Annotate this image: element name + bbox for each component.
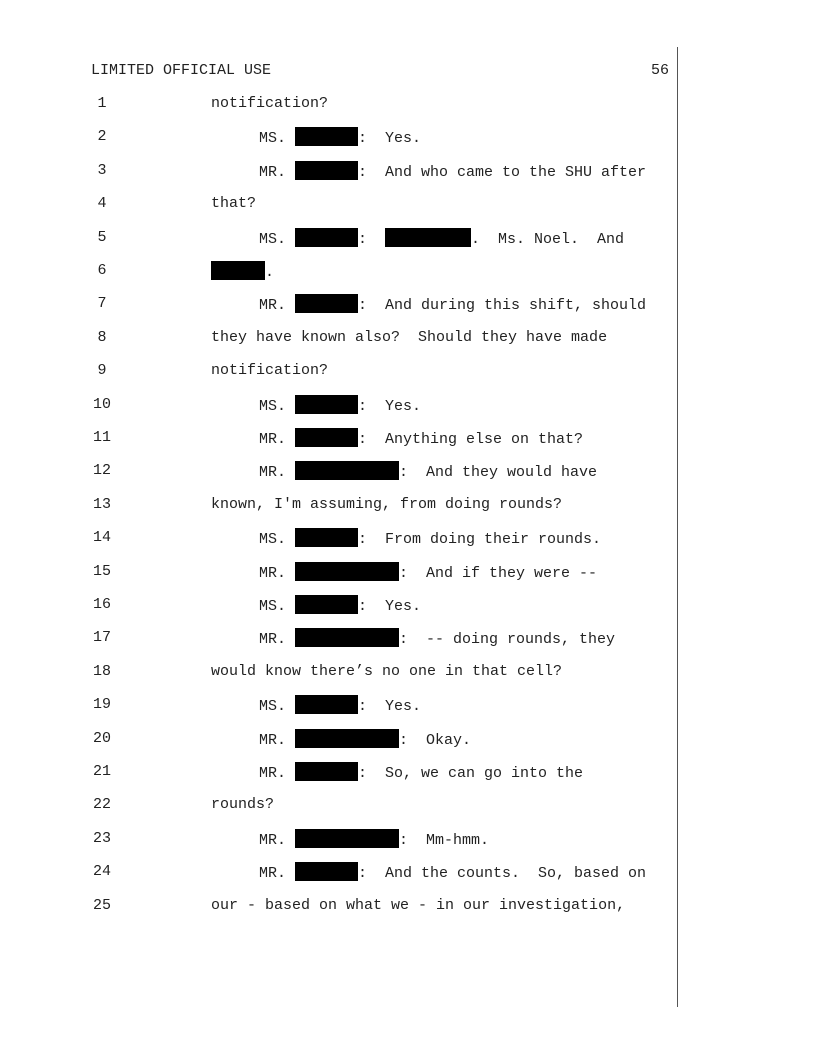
line-text	[259, 762, 583, 784]
line-number: 9	[97, 362, 107, 380]
redaction-box	[295, 294, 358, 313]
line-text	[211, 194, 256, 214]
line-number: 10	[92, 395, 111, 413]
line-text-segment: : From doing their rounds.	[358, 531, 602, 549]
line-number: 14	[92, 529, 111, 547]
line-text-segment: would know there’s no one in that cell?	[211, 662, 563, 680]
line-text-segment: they have known also? Should they have made	[211, 328, 608, 346]
line-number: 13	[92, 495, 111, 513]
line-text-segment: : And during this shift, should	[358, 297, 647, 315]
line-text-segment: MR.	[259, 865, 296, 883]
line-number: 5	[97, 228, 107, 246]
transcript-line	[0, 896, 816, 916]
line-text	[211, 662, 562, 682]
line-text-segment: notification?	[211, 362, 329, 380]
redaction-box	[295, 428, 358, 447]
redaction-box	[295, 127, 358, 146]
redaction-box	[295, 628, 399, 647]
line-text	[259, 461, 597, 483]
transcript-line	[0, 528, 816, 548]
transcript-line	[0, 127, 816, 147]
line-text-segment: : And if they were --	[399, 564, 598, 582]
transcript-line	[0, 261, 816, 281]
line-text-segment: rounds?	[211, 796, 275, 814]
line-text-segment: MS.	[259, 230, 296, 248]
transcript-line	[0, 161, 816, 181]
line-text-segment: MR.	[259, 765, 296, 782]
line-text-segment: : -- doing rounds, they	[399, 631, 616, 649]
line-text	[211, 261, 274, 283]
line-text-segment: .	[265, 264, 275, 281]
transcript-line	[0, 795, 816, 815]
page-header	[91, 61, 669, 81]
line-number: 21	[92, 763, 111, 780]
transcript-line	[0, 228, 816, 248]
line-text	[259, 395, 421, 417]
redaction-box	[295, 562, 399, 581]
transcript-line	[0, 862, 816, 882]
line-text-segment: : So, we can go into the	[358, 765, 584, 782]
line-text	[211, 495, 562, 515]
transcript-line	[0, 662, 816, 682]
redaction-box	[295, 729, 399, 748]
line-text-segment: : Yes.	[358, 130, 422, 148]
line-text	[259, 294, 646, 316]
transcript-line	[0, 395, 816, 415]
redaction-box	[295, 161, 358, 180]
transcript-line	[0, 361, 816, 381]
line-text-segment: that?	[211, 195, 257, 213]
line-text-segment: : And the counts. So, based on	[358, 865, 647, 883]
redaction-box	[211, 261, 265, 280]
line-text-segment: MR.	[259, 163, 296, 181]
classification-marking: LIMITED OFFICIAL USE	[91, 62, 272, 79]
line-text-segment: MS.	[259, 698, 296, 716]
line-number: 18	[92, 662, 111, 680]
line-text	[211, 795, 274, 815]
line-text-segment: notification?	[211, 95, 329, 112]
line-text-segment: MR.	[259, 731, 296, 749]
line-text-segment: : Mm-hmm.	[399, 831, 490, 849]
line-number: 25	[92, 896, 111, 914]
line-text	[259, 695, 421, 717]
transcript-line	[0, 729, 816, 749]
line-number: 24	[92, 863, 111, 881]
transcript-line	[0, 495, 816, 515]
line-number: 6	[97, 262, 107, 279]
line-number: 4	[97, 195, 107, 213]
line-number: 20	[92, 729, 111, 747]
line-number: 16	[92, 596, 111, 613]
line-number: 7	[97, 295, 107, 313]
line-text-segment: :	[358, 230, 386, 248]
line-text	[259, 127, 421, 149]
line-text	[259, 161, 646, 183]
line-text-segment: MR.	[259, 564, 296, 582]
transcript-line	[0, 428, 816, 448]
page-number: 56	[650, 62, 669, 79]
line-number: 22	[92, 796, 111, 814]
line-text-segment: . Ms. Noel. And	[471, 230, 625, 248]
redaction-box	[295, 528, 358, 547]
line-text-segment: : Yes.	[358, 397, 422, 415]
line-number: 8	[97, 328, 107, 346]
line-text-segment: MR.	[259, 631, 296, 649]
line-number: 11	[92, 429, 111, 446]
transcript-line	[0, 194, 816, 214]
redaction-box	[385, 228, 471, 247]
line-number: 19	[92, 696, 111, 714]
line-text-segment: MR.	[259, 831, 296, 849]
line-text-segment: : Anything else on that?	[358, 431, 584, 448]
line-text	[211, 328, 607, 348]
line-text	[259, 729, 471, 751]
line-number: 12	[92, 462, 111, 480]
line-text-segment: our - based on what we - in our investigation,	[211, 896, 626, 914]
line-text-segment: MR.	[259, 464, 296, 482]
line-number: 17	[92, 629, 111, 647]
transcript-line	[0, 829, 816, 849]
line-text	[259, 595, 421, 617]
transcript-line	[0, 328, 816, 348]
transcript-line	[0, 695, 816, 715]
line-number: 2	[97, 128, 107, 146]
line-text-segment: : And they would have	[399, 464, 598, 482]
line-text-segment: : And who came to the SHU after	[358, 163, 647, 181]
redaction-box	[295, 829, 399, 848]
line-text	[259, 862, 646, 884]
line-text-segment: MR.	[259, 431, 296, 448]
redaction-box	[295, 695, 358, 714]
transcript-line	[0, 94, 816, 114]
redaction-box	[295, 395, 358, 414]
line-number: 23	[92, 829, 111, 847]
redaction-box	[295, 461, 399, 480]
line-text-segment: MS.	[259, 397, 296, 415]
line-text-segment: : Yes.	[358, 598, 422, 615]
line-text-segment: MR.	[259, 297, 296, 315]
transcript-line	[0, 294, 816, 314]
redaction-box	[295, 228, 358, 247]
line-text-segment: MS.	[259, 130, 296, 148]
line-number: 1	[97, 95, 107, 112]
line-text	[211, 896, 625, 916]
line-text	[259, 562, 597, 584]
redaction-box	[295, 862, 358, 881]
redaction-box	[295, 595, 358, 614]
line-number: 15	[92, 562, 111, 580]
line-text	[211, 361, 328, 381]
line-text-segment: MS.	[259, 531, 296, 549]
line-text	[259, 628, 615, 650]
line-text	[211, 94, 328, 114]
line-text	[259, 829, 489, 851]
transcript-line	[0, 628, 816, 648]
redaction-box	[295, 762, 358, 781]
line-text	[259, 528, 601, 550]
line-text-segment: known, I'm assuming, from doing rounds?	[211, 495, 563, 513]
line-number: 3	[97, 161, 107, 179]
line-text-segment: : Yes.	[358, 698, 422, 716]
line-text	[259, 228, 624, 250]
transcript-line	[0, 595, 816, 615]
line-text-segment: MS.	[259, 598, 296, 615]
transcript-line	[0, 461, 816, 481]
transcript-line	[0, 562, 816, 582]
line-text	[259, 428, 583, 450]
line-text-segment: : Okay.	[399, 731, 472, 749]
transcript-line	[0, 762, 816, 782]
